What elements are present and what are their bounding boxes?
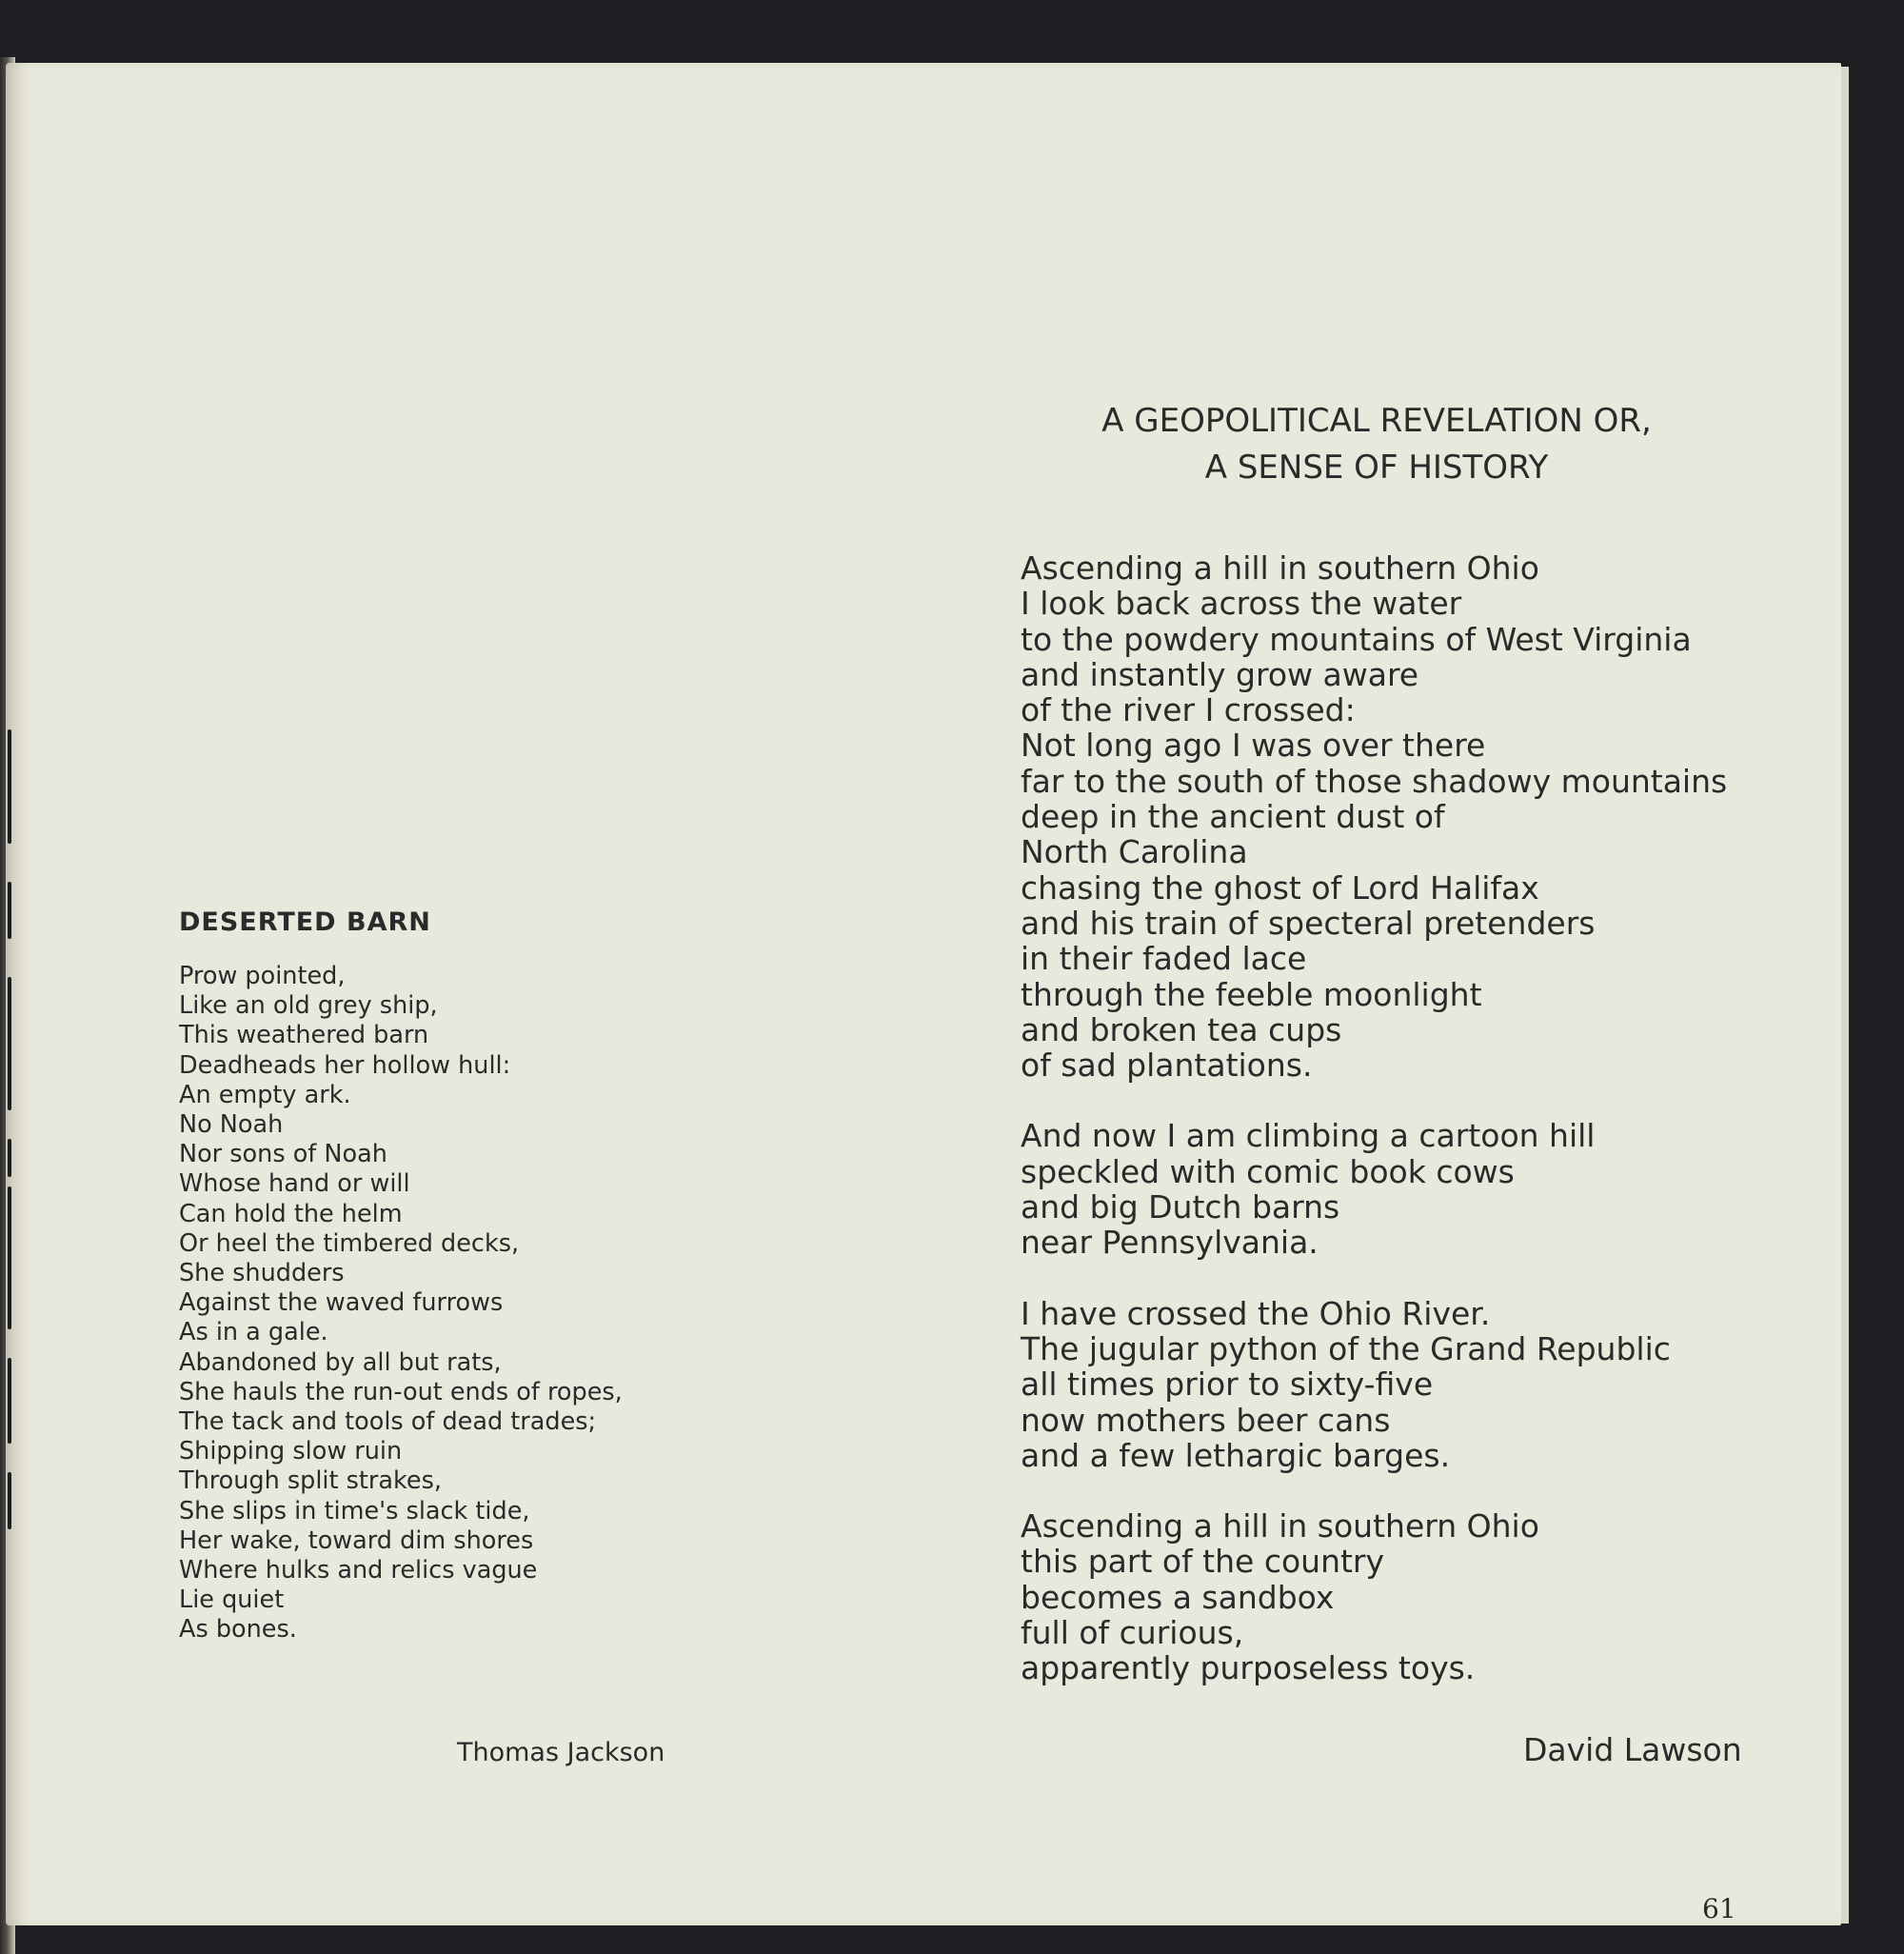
poem-line: all times prior to sixty-five — [1021, 1366, 1434, 1404]
poem-line: this part of the country — [1021, 1543, 1385, 1581]
poem-line: and big Dutch barns — [1021, 1188, 1340, 1226]
poem-title-line: A SENSE OF HISTORY — [1204, 449, 1549, 487]
poem-line: Prow pointed, — [179, 962, 346, 990]
page-number: 61 — [1702, 1893, 1736, 1924]
poem-line: Ascending a hill in southern Ohio — [1021, 549, 1539, 587]
poem-line: As in a gale. — [179, 1318, 328, 1347]
poem-body — [179, 962, 712, 1645]
poem-stanza — [1021, 1296, 1801, 1473]
poem-line: near Pennsylvania. — [1021, 1224, 1319, 1262]
poem-line: And now I am climbing a cartoon hill — [1021, 1117, 1596, 1155]
poem-line: This weathered barn — [179, 1021, 429, 1050]
poem-line: Shipping slow ruin — [179, 1437, 403, 1466]
poem-line: apparently purposeless toys. — [1021, 1649, 1476, 1687]
poem-line: Ascending a hill in southern Ohio — [1021, 1507, 1539, 1545]
poem-line: and broken tea cups — [1021, 1010, 1342, 1048]
poem-deserted-barn — [179, 907, 712, 1645]
poem-line: Lie quiet — [179, 1585, 285, 1615]
poem-line: Her wake, toward dim shores — [179, 1525, 534, 1555]
poem-title-line: A GEOPOLITICAL REVELATION OR, — [1101, 402, 1652, 440]
poem-author: Thomas Jackson — [457, 1738, 665, 1767]
poem-line: full of curious, — [1021, 1614, 1244, 1652]
poem-line: Nor sons of Noah — [179, 1140, 387, 1169]
poem-line: Not long ago I was over there — [1021, 727, 1486, 765]
facing-page-illustration-edge — [6, 63, 19, 1925]
poem-line: Through split strakes, — [179, 1466, 442, 1496]
poem-author: David Lawson — [1523, 1731, 1742, 1768]
poem-line: She hauls the run-out ends of ropes, — [179, 1377, 623, 1406]
poem-line: chasing the ghost of Lord Halifax — [1021, 868, 1539, 907]
poem-line: speckled with comic book cows — [1021, 1152, 1515, 1190]
poem-line: No Noah — [179, 1110, 284, 1140]
poem-line: and a few lethargic barges. — [1021, 1436, 1451, 1474]
poem-line: Can hold the helm — [179, 1199, 403, 1228]
poem-geopolitical-revelation — [1021, 550, 1801, 1686]
poem-line: Or heel the timbered decks, — [179, 1228, 520, 1258]
poem-line: deep in the ancient dust of — [1021, 798, 1445, 836]
book-page — [6, 63, 1841, 1925]
poem-line: Whose hand or will — [179, 1169, 410, 1199]
poem-line: Against the waved furrows — [179, 1288, 504, 1318]
poem-line: to the powdery mountains of West Virginia — [1021, 620, 1692, 658]
poem-line: The jugular python of the Grand Republic — [1021, 1329, 1671, 1367]
poem-stanza — [1021, 550, 1801, 1083]
poem-line: She slips in time's slack tide, — [179, 1496, 530, 1525]
poem-line: Deadheads her hollow hull: — [179, 1050, 511, 1080]
poem-line: The tack and tools of dead trades; — [179, 1407, 597, 1437]
poem-line: As bones. — [179, 1615, 297, 1645]
poem-line: far to the south of those shadowy mountains — [1021, 762, 1728, 800]
poem-line: now mothers beer cans — [1021, 1401, 1391, 1439]
poem-stanza — [1021, 1508, 1801, 1685]
poem-line: Like an old grey ship, — [179, 991, 438, 1021]
poem-line: becomes a sandbox — [1021, 1578, 1335, 1616]
poem-stanza — [1021, 1118, 1801, 1260]
poem-line: Abandoned by all but rats, — [179, 1347, 502, 1377]
poem-line: I have crossed the Ohio River. — [1021, 1294, 1491, 1332]
poem-line: of the river I crossed: — [1021, 691, 1356, 729]
page-edge — [1841, 67, 1849, 1924]
poem-line: She shudders — [179, 1259, 345, 1288]
poem-title — [958, 398, 1795, 491]
poem-line: Where hulks and relics vague — [179, 1556, 538, 1585]
poem-line: in their faded lace — [1021, 940, 1307, 978]
poem-line: North Carolina — [1021, 833, 1248, 871]
poem-line: through the feeble moonlight — [1021, 975, 1482, 1013]
poem-line: An empty ark. — [179, 1080, 351, 1109]
poem-line: and his train of specteral pretenders — [1021, 904, 1596, 942]
poem-title: DESERTED BARN — [179, 907, 431, 937]
poem-line: and instantly grow aware — [1021, 655, 1419, 693]
poem-line: of sad plantations. — [1021, 1047, 1313, 1085]
poem-line: I look back across the water — [1021, 585, 1462, 623]
